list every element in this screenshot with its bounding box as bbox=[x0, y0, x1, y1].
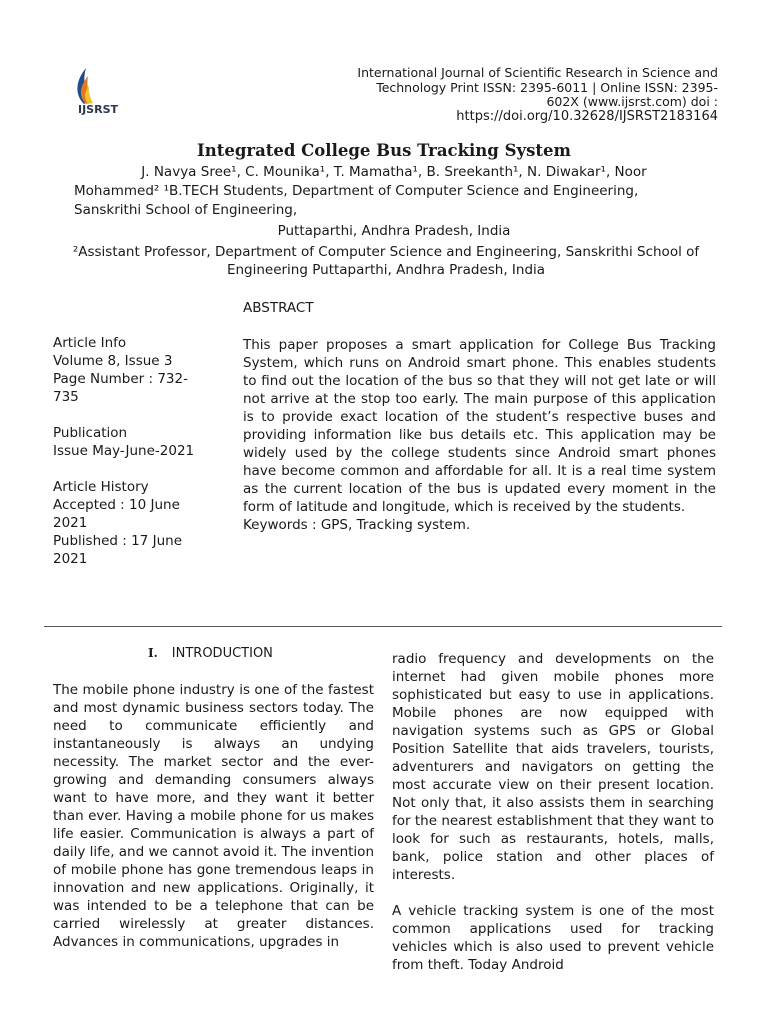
publication-issue: Issue May-June-2021 bbox=[53, 443, 195, 459]
article-info-heading: Article Info bbox=[53, 335, 127, 351]
intro-paragraph-2: radio frequency and developments on the internet had given mobile phones more sophisticated but easy to use in applications. Mobile phones are now equipped with navigation systems such as GPS or Global Position Satellite that aids travelers, tourists, adventurers and navigators on getting the most accurate view on their present location. Not only that, it also assists them in searching for the nearest establishment that they want to look for such as restaurants, hotels, malls, bank, police station and other places of interests. bbox=[392, 651, 714, 883]
published-date: Published : 17 June 2021 bbox=[53, 533, 182, 567]
accepted-date: Accepted : 10 June 2021 bbox=[53, 497, 180, 531]
section-title: INTRODUCTION bbox=[171, 646, 273, 661]
intro-column-2 bbox=[392, 650, 714, 992]
journal-line-1: International Journal of Scientific Research in Science and bbox=[357, 65, 718, 80]
journal-line-2: Technology Print ISSN: 2395-6011 | Online ISSN: 2395- bbox=[376, 79, 718, 95]
journal-header bbox=[300, 66, 718, 124]
logo-text: IJSRST bbox=[78, 103, 119, 116]
authors-block bbox=[74, 163, 714, 241]
volume-issue: Volume 8, Issue 3 bbox=[53, 353, 173, 369]
publication-label: Publication bbox=[53, 425, 128, 441]
journal-logo bbox=[66, 66, 126, 118]
abstract-heading: ABSTRACT bbox=[243, 300, 314, 316]
authors-line-3: Sanskrithi School of Engineering, bbox=[74, 202, 298, 218]
page-number: Page Number : 732-735 bbox=[53, 371, 188, 405]
authors-line-2: Mohammed² ¹B.TECH Students, Department of Computer Science and Engineering, bbox=[74, 183, 639, 199]
history-label: Article History bbox=[53, 479, 149, 495]
intro-paragraph-1: The mobile phone industry is one of the fastest and most dynamic business sectors today. The need to communicate efficiently and instantaneously is always an undying necessity. The market sector and the ever-growing and demanding consumers always want to have more, and they want it better than ever. Having a mobile phone for us makes life easier. Communication is always a part of daily life, and we cannot avoid it. The invention of mobile phone has gone tremendous leaps in innovation and new applications. Originally, it was intended to be a telephone that can be carried wirelessly at greater distances. Advances in communications, upgrades in bbox=[53, 682, 374, 950]
intro-paragraph-3: A vehicle tracking system is one of the most common applications used for tracking vehicles which is also used to prevent vehicle from theft. Today Android bbox=[392, 903, 714, 973]
affiliation-2: ²Assistant Professor, Department of Computer Science and Engineering, Sanskrithi School of Engineering Puttaparthi, Andhra Pradesh, India bbox=[72, 244, 700, 278]
keywords: Keywords : GPS, Tracking system. bbox=[243, 517, 471, 533]
introduction-heading bbox=[148, 646, 273, 661]
doi-link[interactable]: https://doi.org/10.32628/IJSRST2183164 bbox=[456, 108, 718, 124]
section-number: I. bbox=[148, 646, 158, 660]
paper-title: Integrated College Bus Tracking System bbox=[197, 141, 571, 160]
section-divider bbox=[44, 626, 722, 627]
abstract-body bbox=[243, 336, 716, 534]
authors-line-4: Puttaparthi, Andhra Pradesh, India bbox=[277, 223, 511, 239]
authors-line-1: J. Navya Sree¹, C. Mounika¹, T. Mamatha¹, B. Sreekanth¹, N. Diwakar¹, Noor bbox=[141, 164, 647, 180]
article-info bbox=[53, 334, 203, 586]
intro-column-1 bbox=[53, 681, 374, 969]
flame-logo-icon bbox=[66, 66, 126, 106]
journal-line-3: 602X (www.ijsrst.com) doi : bbox=[546, 94, 718, 109]
abstract-text: This paper proposes a smart application for College Bus Tracking System, which runs on Android smart phone. This enables students to find out the location of the bus so that they will not get late or will not arrive at the stop too early. The main purpose of this application is to provide exact location of the student’s respective buses and providing information like bus details etc. This application may be widely used by the college students since Android smart phones have become common and affordable for all. It is a real time system as the current location of the bus is updated every moment in the form of latitude and longitude, which is received by the students. bbox=[243, 337, 716, 515]
